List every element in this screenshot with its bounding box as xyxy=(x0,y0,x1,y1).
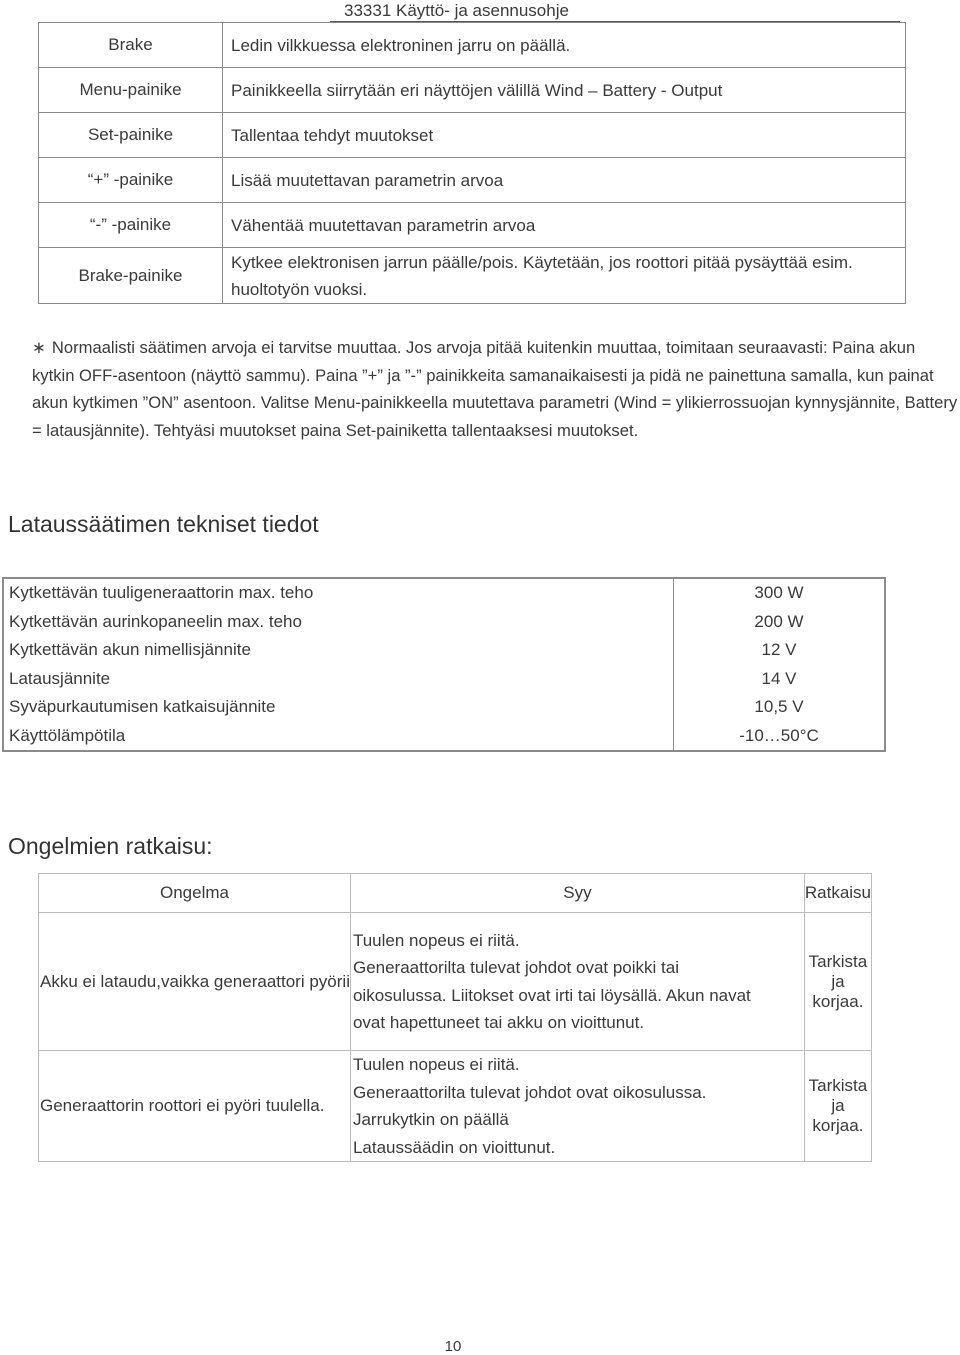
control-desc: Tallentaa tehdyt muutokset xyxy=(223,113,906,158)
problem-line: Akku ei lataudu,vaikka xyxy=(40,971,210,991)
table-row xyxy=(39,68,906,113)
control-key: Set-painike xyxy=(39,113,223,158)
table-row xyxy=(39,1051,872,1162)
cause-line: Tuulen nopeus ei riitä. xyxy=(352,930,520,950)
table-row xyxy=(39,248,906,304)
spec-label: Kytkettävän tuuligeneraattorin max. teho xyxy=(3,578,674,608)
table-row xyxy=(39,203,906,248)
table-row xyxy=(3,722,885,752)
control-desc: Painikkeella siirrytään eri näyttöjen välillä Wind – Battery - Output xyxy=(223,68,906,113)
control-desc: Vähentää muutettavan parametrin arvoa xyxy=(223,203,906,248)
cause-line: Jarrukytkin on päällä xyxy=(352,1110,509,1129)
table-row xyxy=(39,913,872,1051)
table-row xyxy=(39,23,906,68)
cause-line: Generaattorilta tulevat johdot ovat poikki tai xyxy=(352,958,679,977)
control-key: Brake xyxy=(39,23,223,68)
table-row xyxy=(39,158,906,203)
spec-value: 10,5 V xyxy=(674,693,886,722)
page-number: 10 xyxy=(444,1338,462,1355)
control-key: Menu-painike xyxy=(39,68,223,113)
cause-line: Lataussäädin on vioittunut. xyxy=(352,1137,556,1157)
spec-label: Kytkettävän aurinkopaneelin max. teho xyxy=(3,608,674,637)
spec-value: 300 W xyxy=(674,578,886,608)
cause-line: Generaattorilta tulevat johdot ovat oikosulussa. xyxy=(352,1082,707,1102)
problem-line: pyöri tuulella. xyxy=(224,1096,325,1115)
page-header: 33331 Käyttö- ja asennusohje xyxy=(330,0,900,22)
column-header-problem: Ongelma xyxy=(39,874,351,913)
cause-line: ovat hapettuneet tai akku on vioittunut. xyxy=(352,1013,645,1032)
controls-table xyxy=(38,22,906,304)
cause-cell xyxy=(350,913,804,1051)
problem-line: generaattori pyörii xyxy=(213,971,350,991)
control-desc: Ledin vilkkuessa elektroninen jarru on päällä. xyxy=(223,23,906,68)
problem-cell xyxy=(39,1051,351,1162)
table-header-row xyxy=(39,874,872,913)
control-desc: Lisää muutettavan parametrin arvoa xyxy=(223,158,906,203)
column-header-cause: Syy xyxy=(350,874,804,913)
control-key: “-” -painike xyxy=(39,203,223,248)
table-row xyxy=(3,693,885,722)
spec-table xyxy=(2,577,886,752)
spec-heading: Lataussäätimen tekniset tiedot xyxy=(8,511,319,537)
control-desc: Kytkee elektronisen jarrun päälle/pois. Käytetään, jos roottori pitää pysäyttää esim. huoltotyön vuoksi. xyxy=(223,248,906,304)
cause-line: oikosulussa. Liitokset ovat irti tai löysällä. Akun navat xyxy=(352,985,751,1005)
table-row xyxy=(3,665,885,694)
spec-value: 14 V xyxy=(674,665,886,694)
troubleshooting-table xyxy=(38,873,872,1162)
note-text: Normaalisti säätimen arvoja ei tarvitse muuttaa. Jos arvoja pitää kuitenkin muuttaa, toimitaan seuraavasti: Paina akun kytkin OFF-asentoon (näyttö sammu). Paina ”+” ja ”-” painikkeita samanaikaisesti ja pidä ne painettuna samalla, kun painat akun kytkimen ”ON” asentoon. Valitse Menu-painikkeella muutettava parametri (Wind = ylikierrossuojan kynnysjännite, Battery = latausjännite). Tehtyäsi muutokset paina Set-painiketta tallentaaksesi muutokset. xyxy=(32,338,958,440)
table-row xyxy=(3,608,885,637)
table-row xyxy=(3,636,885,665)
troubleshooting-heading: Ongelmien ratkaisu: xyxy=(8,833,213,859)
column-header-solution: Ratkaisu xyxy=(804,874,871,913)
table-row xyxy=(39,113,906,158)
spec-value: -10…50°C xyxy=(674,722,886,752)
problem-cell xyxy=(39,913,351,1051)
solution-cell: Tarkista ja korjaa. xyxy=(804,913,871,1051)
control-key: Brake-painike xyxy=(39,248,223,304)
settings-note xyxy=(32,334,960,444)
cause-line: Tuulen nopeus ei riitä. xyxy=(352,1055,520,1074)
spec-value: 12 V xyxy=(674,636,886,665)
spec-label: Latausjännite xyxy=(3,665,674,694)
table-row xyxy=(3,578,885,608)
spec-label: Syväpurkautumisen katkaisujännite xyxy=(3,693,674,722)
problem-line: Generaattorin roottori ei xyxy=(40,1096,220,1115)
solution-cell: Tarkista ja korjaa. xyxy=(804,1051,871,1162)
spec-value: 200 W xyxy=(674,608,886,637)
spec-label: Kytkettävän akun nimellisjännite xyxy=(3,636,674,665)
cause-cell xyxy=(350,1051,804,1162)
control-key: “+” -painike xyxy=(39,158,223,203)
asterisk-icon: ∗ xyxy=(32,338,46,357)
spec-label: Käyttölämpötila xyxy=(3,722,674,752)
